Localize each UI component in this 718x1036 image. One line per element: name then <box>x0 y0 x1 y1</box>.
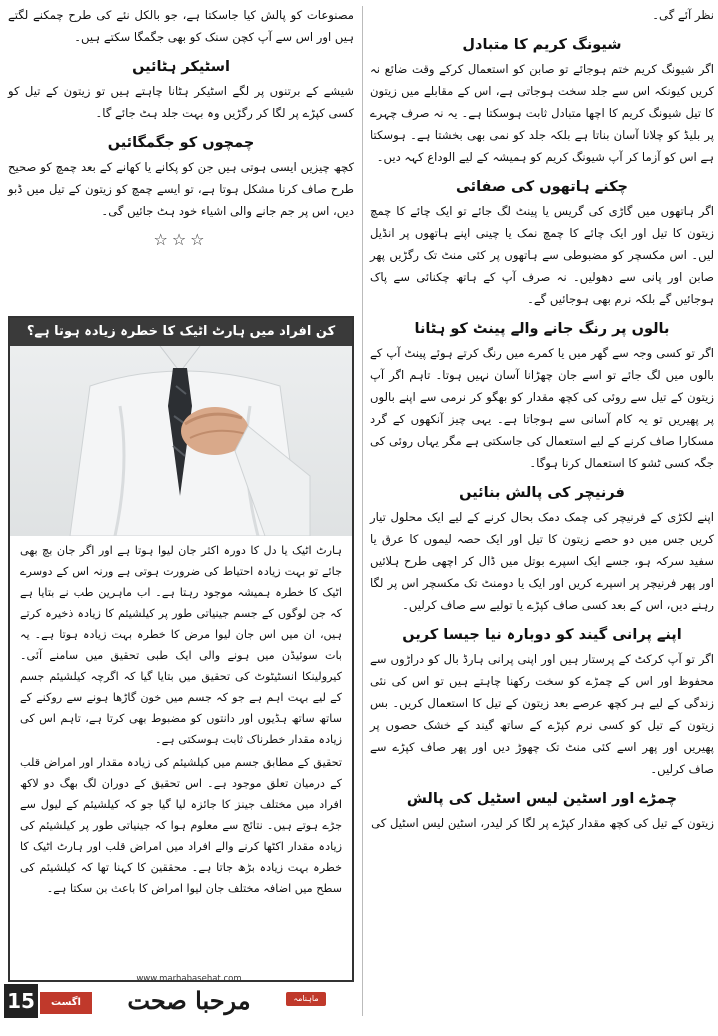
body-stickers: شیشے کے برتنوں پر لگے اسٹیکر ہٹانا چاہتے ہیں تو زیتون کے تیل کو کسی کپڑے پر لگا کر رگڑیں وہ بہت جلد ہٹ جائے گا۔ <box>8 84 354 120</box>
right-column <box>370 4 714 838</box>
box-title: کن افراد میں ہارٹ اٹیک کا خطرہ زیادہ ہوتا ہے؟ <box>10 318 352 346</box>
heading-shaving-cream: شیونگ کریم کا متبادل <box>462 37 622 53</box>
section-stars: ☆☆☆ <box>153 230 209 249</box>
heading-stickers: اسٹیکر ہٹائیں <box>132 59 230 75</box>
body-leather-steel: زیتون کے تیل کی کچھ مقدار کپڑے پر لگا کر لیدر، اسٹین لیس اسٹیل کی <box>371 816 714 830</box>
body-shaving-cream: اگر شیونگ کریم ختم ہوجائے تو صابن کو استعمال کرکے وقت ضائع نہ کریں کیونکہ اس سے جلد سخت ہوجاتی ہے، اس کے مقابلے میں زیتون کا تیل شیونگ کریم کا اچھا متبادل ثابت ہوسکتا ہے۔ یہ نہ صرف چہرے پر بلیڈ کو چلانا آسان بناتا ہے بلکہ جلد کو نمی بھی بخشتا ہے۔ ہوسکتا ہے اس کو آزما کر آپ شیونگ کریم کو ہمیشہ کے لیے الوداع کہہ دیں۔ <box>370 62 714 164</box>
heading-leather-steel: چمڑے اور اسٹین لیس اسٹیل کی پالش <box>406 791 678 807</box>
column-divider <box>362 6 363 1016</box>
monthly-tag: ماہنامہ <box>286 992 326 1006</box>
left-intro: مصنوعات کو پالش کیا جاسکتا ہے، جو بالکل نئے کی طرح چمکنے لگتے ہیں اور اس سے آپ کچن سنک کو بھی جگمگا سکتے ہیں۔ <box>8 8 354 44</box>
body-old-ball: اگر تو آپ کرکٹ کے پرستار ہیں اور اپنی پرانی ہارڈ بال کو دراڑوں سے محفوظ اور اس کے چمڑے کو سخت رکھنا چاہتے ہیں تو اس کی نئی زندگی کے لیے ہر کچھ عرصے بعد زیتون کے تیل کا استعمال کریں۔ بس زیتون کے تیل کو کسی نرم کپڑے کے ساتھ گیند کے خشک حصوں پر پھیریں اور پھر اسے کئی منٹ تک چھوڑ دیں اور پھر صاف کپڑے سے صاف کرلیں۔ <box>370 652 714 776</box>
body-spoons: کچھ چیزیں ایسی ہوتی ہیں جن کو پکانے یا کھانے کے بعد چمچ کو صحیح طرح صاف کرنا مشکل ہوتا ہے، تو ایسے چمچ کو زیتون کے تیل میں ڈبو دیں، اس پر جم جانے والی اشیاء خود ہٹ جائیں گی۔ <box>8 160 354 218</box>
heading-greasy-hands: چکنے ہاتھوں کی صفائی <box>456 179 628 195</box>
body-furniture-polish: اپنے لکڑی کے فرنیچر کی چمک دمک بحال کرنے کے لیے ایک محلول تیار کریں جس میں دو حصے زیتون کا تیل اور ایک حصہ لیموں کا عرق یا سفید سرکہ ہو، جسے ایک اسپرے بوتل میں ڈال کر اچھی طرح ہلائیں اور پھر فرنیچر پر اسپرے کریں اور ایک یا دومنٹ تک مکسچر اس پر لگا رہنے دیں، اس کے بعد کسی صاف کپڑے یا تولیے سے صاف کرلیں۔ <box>370 510 714 612</box>
box-paragraph-2: تحقیق کے مطابق جسم میں کیلشیئم کی زیادہ مقدار اور امراض قلب کے درمیان تعلق موجود ہے۔ اس تحقیق کے دوران لگ بھگ دو لاکھ افراد میں مختلف جینز کا جائزہ لیا گیا جو کہ کیلشیئم کے لیول سے جڑے ہوتے ہیں۔ نتائج سے معلوم ہوا کہ جینیاتی طور پر کیلشیئم کی زیادہ مقدار اکٹھا کرنے والے افراد میں امراض قلب اور ہارٹ اٹیک کا خطرہ بہت زیادہ بڑھ جاتا ہے۔ محققین کا کہنا تھا کہ کیلشیئم کی سطح میں اضافہ مختلف جان لیوا امراض کا باعث بن سکتا ہے۔ <box>20 756 342 895</box>
heading-furniture-polish: فرنیچر کی پالش بنائیں <box>459 485 625 501</box>
website-url[interactable]: www.marhabasehat.com <box>136 974 242 984</box>
masthead <box>4 974 358 1030</box>
magazine-logo: مرحبا صحت <box>127 986 251 1015</box>
issue-date: اگست 2017ء <box>40 992 92 1014</box>
body-paint-hair: اگر تو کسی وجہ سے گھر میں یا کمرے میں رنگ کرتے ہوئے پینٹ آپ کے بالوں میں لگ جائے تو اسے جان چھڑانا آسان نہیں ہوتا۔ تاہم اگر آپ زیتون کے تیل سے روئی کی کچھ مقدار کو بھگو کر نرمی سے اپنے بالوں پر پھیریں تو یہ کام آسانی سے ہوجاتا ہے۔ یہی چیز آنکھوں کے گرد مسکارا صاف کرنے کے لیے استعمال کی جاسکتی ہے مگر یہاں روئی کی جگہ کسی ٹشو کا استعمال کرنا ہوگا۔ <box>370 346 714 470</box>
page-number: 15 <box>4 984 38 1018</box>
left-column <box>8 4 354 257</box>
heading-old-ball: اپنے پرانی گیند کو دوبارہ نیا جیسا کریں <box>402 627 682 643</box>
chest-pain-photo <box>10 346 352 536</box>
box-paragraph-1: ہارٹ اٹیک یا دل کا دورہ اکثر جان لیوا ہوتا ہے اور اگر جان بچ بھی جائے تو بہت زیادہ احتیاط کی ضرورت ہوتی ہے ورنہ اس کے دوسرے اٹیک کا خطرہ ہمیشہ موجود رہتا ہے۔ اب ماہرین طب نے بتایا ہے کہ جن لوگوں کے جسم جینیاتی طور پر کیلشیئم کا زیادہ ذخیرہ کرتے ہیں، ان میں اس جان لیوا مرض کا خطرہ بہت زیادہ ہوتا ہے۔ یہ بات سوئیڈن میں ہونے والی ایک طبی تحقیق میں سامنے آئی۔ کیرولینکا انسٹیٹوٹ کی تحقیق میں بتایا گیا کہ اگرچہ کیلشیئم جسم کے لیے بہت اہم ہے جو کہ جسم میں خون گاڑھا ہونے سے روکنے کے ساتھ ساتھ ہڈیوں اور دانتوں کو مضبوط بھی کرتا ہے، تاہم اس کی زیادہ مقدار خطرناک ثابت ہوسکتی ہے۔ <box>20 544 342 746</box>
intro-tail: نظر آئے گی۔ <box>652 8 714 22</box>
body-greasy-hands: اگر ہاتھوں میں گاڑی کی گریس یا پینٹ لگ جائے تو ایک چائے کا چمچ زیتون کا تیل اور ایک چائے کا چمچ نمک یا چینی اپنے ہاتھوں پر انڈیل لیں۔ اس مکسچر کو مضبوطی سے ہاتھوں پر کئی منٹ تک رگڑیں پھر صابن اور پانی سے دھولیں۔ نہ صرف آپ کے ہاتھ چکنائی سے پاک ہوجائیں گے بلکہ نرم بھی ہوجائیں گے۔ <box>370 204 714 306</box>
heading-spoons: چمچوں کو جگمگائیں <box>107 135 255 151</box>
heading-paint-hair: بالوں پر رنگ جانے والے پینٹ کو ہٹانا <box>414 321 670 337</box>
heart-attack-box <box>8 316 354 982</box>
